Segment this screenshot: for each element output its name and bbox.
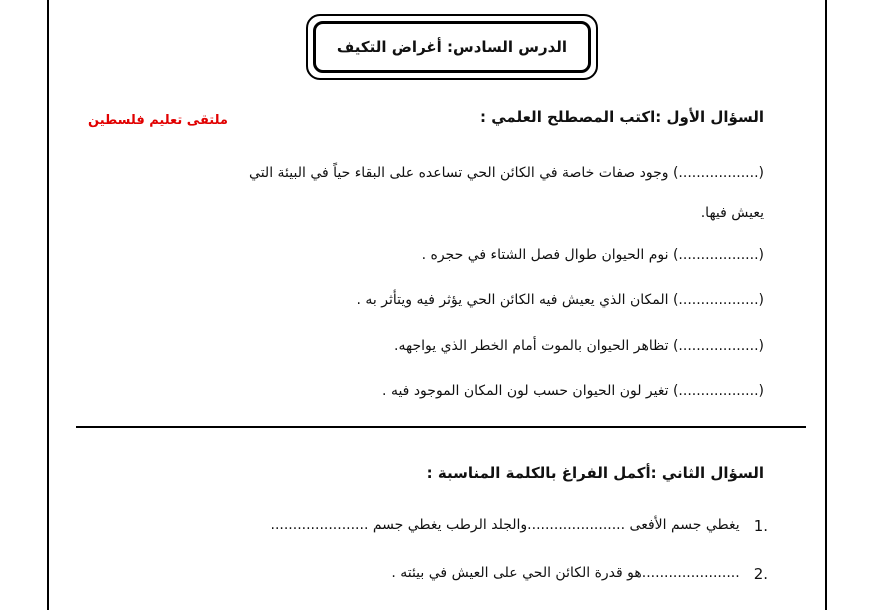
- lesson-title-box: [306, 14, 598, 80]
- lesson-title: الدرس السادس: أغراض التكيف: [313, 21, 591, 73]
- q1-item-4: (..................) تظاهر الحيوان بالموت أمام الخطر الذي يواجهه.: [394, 338, 764, 354]
- q2-item-2-number: 2.: [753, 565, 768, 583]
- q2-item-2: [391, 565, 768, 583]
- page-border-left: [47, 0, 49, 610]
- page-border-right: [825, 0, 827, 610]
- q1-item-2: (..................) نوم الحيوان طوال فصل الشتاء في حجره .: [421, 247, 764, 263]
- question-2-heading: السؤال الثاني :أكمل الفراغ بالكلمة المناسبة :: [426, 464, 764, 482]
- q2-item-2-text: ......................هو قدرة الكائن الحي على العيش في بيئته .: [391, 565, 740, 581]
- section-divider: [76, 426, 806, 428]
- q2-item-1-text: يغطي جسم الأفعى ......................والجلد الرطب يغطي جسم ......................: [270, 517, 740, 533]
- question-1-heading: السؤال الأول :اكتب المصطلح العلمي :: [480, 108, 764, 126]
- q2-item-1-number: 1.: [753, 517, 768, 535]
- q1-item-1-cont: يعيش فيها.: [700, 205, 764, 221]
- brand-label: ملتقى تعليم فلسطين: [88, 113, 228, 128]
- q1-item-1: (..................) وجود صفات خاصة في الكائن الحي تساعده على البقاء حياً في البيئة التي: [249, 165, 764, 181]
- q1-item-3: (..................) المكان الذي يعيش فيه الكائن الحي يؤثر فيه ويتأثر به .: [356, 292, 764, 308]
- q1-item-5: (..................) تغير لون الحيوان حسب لون المكان الموجود فيه .: [382, 383, 764, 399]
- q2-item-1: [271, 517, 769, 535]
